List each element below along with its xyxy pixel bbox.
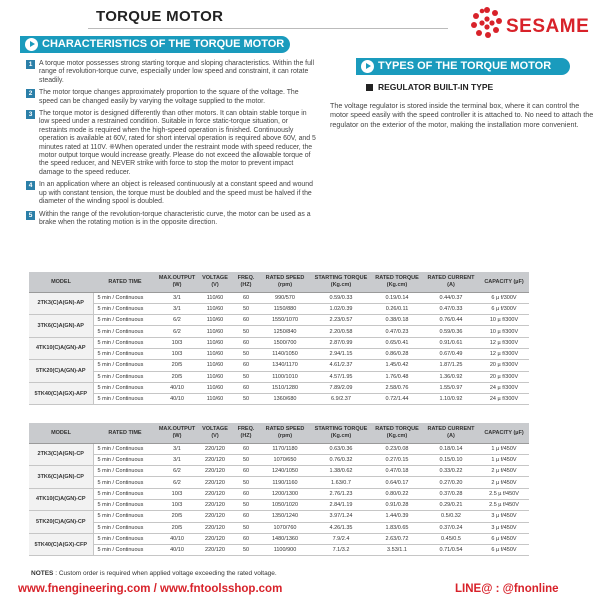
cell-voltage: 220/120 xyxy=(197,511,233,522)
cell-rated-torque: 0.64/0.17 xyxy=(371,477,423,488)
cell-rated-torque: 1.83/0.65 xyxy=(371,522,423,533)
cell-rated-time: 5 min / Continuous xyxy=(93,394,157,405)
spec-table-ap xyxy=(29,272,529,405)
cell-rated-current: 0.76/0.44 xyxy=(423,315,479,326)
cell-freq: 50 xyxy=(233,303,259,314)
characteristic-item xyxy=(26,211,318,228)
table-row xyxy=(29,533,529,544)
cell-capacity: 12 µ f/300V xyxy=(479,348,529,359)
cell-freq: 60 xyxy=(233,292,259,303)
table-row xyxy=(29,499,529,510)
table-row xyxy=(29,326,529,337)
item-text: Within the range of the revolution-torque characteristic curve, the motor can be used as a brake when the rotating motion is in the opposite direction. xyxy=(39,210,311,226)
model-cell: 4TK10(C)A(GN)-CP xyxy=(29,488,93,511)
cell-rated-torque: 1.44/0.39 xyxy=(371,511,423,522)
cell-max-output: 10/3 xyxy=(157,348,197,359)
notes-text: : Custom order is required when applied voltage exceeding the rated voltage. xyxy=(55,570,277,577)
cell-freq: 60 xyxy=(233,488,259,499)
cell-capacity: 20 µ f/300V xyxy=(479,371,529,382)
cell-voltage: 220/120 xyxy=(197,443,233,454)
cell-voltage: 220/120 xyxy=(197,545,233,556)
column-header-capacity: CAPACITY (µF) xyxy=(479,272,529,292)
cell-max-output: 3/1 xyxy=(157,454,197,465)
cell-rated-current: 0.59/0.36 xyxy=(423,326,479,337)
square-bullet-icon xyxy=(366,84,373,91)
cell-freq: 50 xyxy=(233,545,259,556)
cell-rated-current: 0.91/0.61 xyxy=(423,337,479,348)
cell-starting-torque: 0.59/0.33 xyxy=(311,292,371,303)
cell-max-output: 6/2 xyxy=(157,466,197,477)
cell-rated-speed: 1070/650 xyxy=(259,454,311,465)
cell-freq: 60 xyxy=(233,315,259,326)
cell-starting-torque: 2.20/0.58 xyxy=(311,326,371,337)
footer-websites[interactable]: www.fnengineering.com / www.fntoolsshop.com xyxy=(18,583,283,595)
regulator-heading-text: REGULATOR BUILT-IN TYPE xyxy=(378,82,494,92)
cell-capacity: 12 µ f/300V xyxy=(479,337,529,348)
cell-freq: 50 xyxy=(233,477,259,488)
column-header-rated-time: RATED TIME xyxy=(93,272,157,292)
cell-capacity: 1 µ f/450V xyxy=(479,443,529,454)
characteristic-item xyxy=(26,89,318,106)
cell-rated-speed: 1480/1360 xyxy=(259,533,311,544)
table-row xyxy=(29,315,529,326)
cell-rated-torque: 0.80/0.22 xyxy=(371,488,423,499)
cell-rated-time: 5 min / Continuous xyxy=(93,488,157,499)
column-header-rated-current: RATED CURRENT (A) xyxy=(423,423,479,443)
table-row xyxy=(29,292,529,303)
cell-rated-time: 5 min / Continuous xyxy=(93,499,157,510)
table-row xyxy=(29,360,529,371)
table-row xyxy=(29,348,529,359)
cell-rated-current: 0.5/0.32 xyxy=(423,511,479,522)
title-divider xyxy=(88,28,448,29)
item-text: In an application where an object is released continuously at a constant speed and wound up with constant tension, the torque must be doubled and the speed must be halved if the diameter of the winding spool is doubled. xyxy=(39,181,313,206)
cell-freq: 50 xyxy=(233,522,259,533)
cell-starting-torque: 2.76/1.23 xyxy=(311,488,371,499)
cell-starting-torque: 2.23/0.57 xyxy=(311,315,371,326)
table-row xyxy=(29,466,529,477)
cell-capacity: 3 µ f/450V xyxy=(479,511,529,522)
cell-max-output: 40/10 xyxy=(157,382,197,393)
cell-rated-speed: 1500/700 xyxy=(259,337,311,348)
column-header-max-output: MAX.OUTPUT (W) xyxy=(157,423,197,443)
cell-rated-current: 0.71/0.54 xyxy=(423,545,479,556)
cell-rated-time: 5 min / Continuous xyxy=(93,360,157,371)
model-cell: 5TK40(C)A(GX)-CFP xyxy=(29,533,93,556)
column-header-rated-time: RATED TIME xyxy=(93,423,157,443)
column-header-starting-torque: STARTING TORQUE (Kg.cm) xyxy=(311,272,371,292)
play-bullet-icon xyxy=(361,60,374,73)
cell-rated-current: 0.33/0.22 xyxy=(423,466,479,477)
cell-voltage: 220/120 xyxy=(197,488,233,499)
cell-voltage: 110/60 xyxy=(197,371,233,382)
characteristic-item xyxy=(26,110,318,177)
cell-rated-time: 5 min / Continuous xyxy=(93,454,157,465)
model-cell: 5TK20(C)A(GN)-CP xyxy=(29,511,93,534)
cell-rated-speed: 1240/1050 xyxy=(259,466,311,477)
cell-max-output: 10/3 xyxy=(157,499,197,510)
cell-rated-speed: 1190/1160 xyxy=(259,477,311,488)
cell-rated-speed: 1170/1180 xyxy=(259,443,311,454)
table-row xyxy=(29,545,529,556)
cell-rated-current: 1.87/1.25 xyxy=(423,360,479,371)
cell-starting-torque: 6.9/2.37 xyxy=(311,394,371,405)
model-cell: 4TK10(C)A(GN)-AP xyxy=(29,337,93,360)
table-row xyxy=(29,371,529,382)
cell-max-output: 20/5 xyxy=(157,360,197,371)
cell-voltage: 110/60 xyxy=(197,394,233,405)
cell-max-output: 40/10 xyxy=(157,394,197,405)
regulator-description: The voltage regulator is stored inside the terminal box, where it can control the motor speed easily with the speed controller it is attached to. No need to attach the regulator on the exterior of the motor, making the installation more convenient. xyxy=(330,101,594,129)
cell-voltage: 220/120 xyxy=(197,533,233,544)
cell-rated-current: 0.27/0.20 xyxy=(423,477,479,488)
regulator-heading xyxy=(366,82,493,92)
cell-freq: 50 xyxy=(233,326,259,337)
cell-voltage: 110/60 xyxy=(197,326,233,337)
cell-rated-time: 5 min / Continuous xyxy=(93,522,157,533)
cell-rated-speed: 1050/1020 xyxy=(259,499,311,510)
table-row xyxy=(29,488,529,499)
column-header-voltage: VOLTAGE (V) xyxy=(197,423,233,443)
cell-rated-current: 0.37/0.28 xyxy=(423,488,479,499)
cell-starting-torque: 4.61/2.37 xyxy=(311,360,371,371)
cell-capacity: 10 µ f/300V xyxy=(479,326,529,337)
table-header-row xyxy=(29,423,529,443)
cell-rated-time: 5 min / Continuous xyxy=(93,371,157,382)
characteristics-list xyxy=(26,60,318,231)
table-row xyxy=(29,382,529,393)
table-row xyxy=(29,477,529,488)
cell-rated-current: 0.47/0.33 xyxy=(423,303,479,314)
table-row xyxy=(29,303,529,314)
cell-voltage: 220/120 xyxy=(197,477,233,488)
table-header-row xyxy=(29,272,529,292)
cell-rated-time: 5 min / Continuous xyxy=(93,337,157,348)
cell-capacity: 2 µ f/450V xyxy=(479,477,529,488)
cell-freq: 60 xyxy=(233,466,259,477)
cell-rated-current: 0.29/0.21 xyxy=(423,499,479,510)
cell-rated-time: 5 min / Continuous xyxy=(93,348,157,359)
cell-rated-torque: 0.65/0.41 xyxy=(371,337,423,348)
cell-rated-current: 0.15/0.10 xyxy=(423,454,479,465)
notes-label: NOTES xyxy=(31,570,54,577)
model-cell: 5TK40(C)A(GX)-AFP xyxy=(29,382,93,405)
table-row xyxy=(29,337,529,348)
table-row xyxy=(29,454,529,465)
cell-rated-torque: 0.91/0.28 xyxy=(371,499,423,510)
sesame-dots-logo-icon xyxy=(470,6,504,40)
cell-rated-time: 5 min / Continuous xyxy=(93,477,157,488)
cell-capacity: 24 µ f/300V xyxy=(479,394,529,405)
table-row xyxy=(29,443,529,454)
cell-voltage: 110/60 xyxy=(197,292,233,303)
cell-rated-current: 0.37/0.24 xyxy=(423,522,479,533)
cell-freq: 50 xyxy=(233,394,259,405)
column-header-rated-speed: RATED SPEED (rpm) xyxy=(259,423,311,443)
cell-freq: 60 xyxy=(233,533,259,544)
cell-rated-torque: 2.63/0.72 xyxy=(371,533,423,544)
table-row xyxy=(29,394,529,405)
cell-voltage: 110/60 xyxy=(197,348,233,359)
column-header-voltage: VOLTAGE (V) xyxy=(197,272,233,292)
cell-rated-time: 5 min / Continuous xyxy=(93,315,157,326)
model-cell: 2TK3(C)A(GN)-CP xyxy=(29,443,93,466)
column-header-model: MODEL xyxy=(29,423,93,443)
cell-rated-speed: 1200/1300 xyxy=(259,488,311,499)
cell-voltage: 110/60 xyxy=(197,315,233,326)
cell-starting-torque: 2.87/0.99 xyxy=(311,337,371,348)
cell-rated-speed: 1360/680 xyxy=(259,394,311,405)
cell-max-output: 6/2 xyxy=(157,477,197,488)
cell-capacity: 10 µ f/300V xyxy=(479,315,529,326)
footer-line-id[interactable]: LINE@ : @fnonline xyxy=(455,583,559,595)
column-header-rated-torque: RATED TORQUE (Kg.cm) xyxy=(371,423,423,443)
column-header-freq: FREQ. (HZ) xyxy=(233,423,259,443)
cell-rated-torque: 0.38/0.18 xyxy=(371,315,423,326)
cell-rated-torque: 1.76/0.48 xyxy=(371,371,423,382)
cell-freq: 60 xyxy=(233,511,259,522)
cell-rated-time: 5 min / Continuous xyxy=(93,443,157,454)
brand-logo xyxy=(470,6,595,42)
item-number-badge: 5 xyxy=(26,211,35,220)
cell-capacity: 2.5 µ f/450V xyxy=(479,499,529,510)
column-header-max-output: MAX.OUTPUT (W) xyxy=(157,272,197,292)
item-number-badge: 1 xyxy=(26,60,35,69)
cell-rated-time: 5 min / Continuous xyxy=(93,382,157,393)
cell-capacity: 6 µ f/300V xyxy=(479,292,529,303)
cell-rated-speed: 1250/840 xyxy=(259,326,311,337)
cell-freq: 50 xyxy=(233,499,259,510)
cell-rated-torque: 0.19/0.14 xyxy=(371,292,423,303)
cell-starting-torque: 1.02/0.39 xyxy=(311,303,371,314)
model-cell: 3TK6(C)A(GN)-AP xyxy=(29,315,93,338)
cell-rated-time: 5 min / Continuous xyxy=(93,545,157,556)
cell-capacity: 3 µ f/450V xyxy=(479,522,529,533)
cell-max-output: 40/10 xyxy=(157,545,197,556)
cell-rated-speed: 1140/1050 xyxy=(259,348,311,359)
cell-rated-current: 0.45/0.5 xyxy=(423,533,479,544)
cell-rated-torque: 0.86/0.28 xyxy=(371,348,423,359)
cell-rated-speed: 1150/880 xyxy=(259,303,311,314)
cell-capacity: 2 µ f/450V xyxy=(479,466,529,477)
characteristic-item xyxy=(26,60,318,85)
column-header-model: MODEL xyxy=(29,272,93,292)
cell-capacity: 24 µ f/300V xyxy=(479,382,529,393)
cell-capacity: 20 µ f/300V xyxy=(479,360,529,371)
item-text: The motor torque changes approximately proportion to the square of the voltage. The speed can be changed easily by varying the voltage supplied to the motor. xyxy=(39,89,299,105)
types-banner xyxy=(356,58,570,75)
cell-rated-speed: 990/570 xyxy=(259,292,311,303)
cell-rated-speed: 1100/1010 xyxy=(259,371,311,382)
model-cell: 2TK3(C)A(GN)-AP xyxy=(29,292,93,315)
cell-rated-current: 1.36/0.92 xyxy=(423,371,479,382)
cell-starting-torque: 2.84/1.19 xyxy=(311,499,371,510)
cell-rated-time: 5 min / Continuous xyxy=(93,292,157,303)
cell-rated-current: 0.44/0.37 xyxy=(423,292,479,303)
item-text: A torque motor possesses strong starting torque and sloping characteristics. Within the full range of revolution-torque curve, especially under low speed and constraint, it can rotate steadily. xyxy=(39,60,314,84)
column-header-rated-speed: RATED SPEED (rpm) xyxy=(259,272,311,292)
cell-max-output: 20/5 xyxy=(157,511,197,522)
cell-rated-current: 0.67/0.49 xyxy=(423,348,479,359)
cell-max-output: 6/2 xyxy=(157,315,197,326)
cell-rated-torque: 0.23/0.08 xyxy=(371,443,423,454)
cell-capacity: 6 µ f/300V xyxy=(479,303,529,314)
column-header-freq: FREQ. (HZ) xyxy=(233,272,259,292)
cell-rated-current: 0.18/0.14 xyxy=(423,443,479,454)
cell-voltage: 220/120 xyxy=(197,466,233,477)
cell-rated-speed: 1550/1070 xyxy=(259,315,311,326)
cell-capacity: 6 µ f/450V xyxy=(479,533,529,544)
cell-rated-torque: 3.53/1.1 xyxy=(371,545,423,556)
cell-starting-torque: 3.97/1.24 xyxy=(311,511,371,522)
page-title: TORQUE MOTOR xyxy=(96,8,224,25)
cell-voltage: 110/60 xyxy=(197,337,233,348)
cell-capacity: 2.5 µ f/450V xyxy=(479,488,529,499)
brand-name: SESAME xyxy=(506,16,590,37)
item-number-badge: 2 xyxy=(26,89,35,98)
cell-starting-torque: 1.38/0.62 xyxy=(311,466,371,477)
table-row xyxy=(29,511,529,522)
cell-rated-speed: 1070/760 xyxy=(259,522,311,533)
cell-rated-speed: 1350/1240 xyxy=(259,511,311,522)
item-number-badge: 4 xyxy=(26,181,35,190)
cell-max-output: 20/5 xyxy=(157,522,197,533)
cell-max-output: 10/3 xyxy=(157,488,197,499)
column-header-rated-torque: RATED TORQUE (Kg.cm) xyxy=(371,272,423,292)
cell-max-output: 3/1 xyxy=(157,292,197,303)
item-text: The torque motor is designed differently than other motors. It can obtain stable torque in low speed under a restrained condition. Suitable in force static-torque situation, or restraints mode is required when the high-speed operation is finished. Continuously operation is available at 60V, rated for short interval operation is required above 60V, and 5 minutes rated at 110V. ※When operated under the restraint mode with speed reducer, the motor output torque would increase greatly. Please do not exceed the allowable torque of the speed reducer, and NEVER strike with force to stop the motor to prevent impact damage to the speed reducer. xyxy=(39,110,316,176)
cell-starting-torque: 4.26/1.35 xyxy=(311,522,371,533)
cell-freq: 60 xyxy=(233,382,259,393)
cell-rated-torque: 2.58/0.76 xyxy=(371,382,423,393)
column-header-capacity: CAPACITY (µF) xyxy=(479,423,529,443)
cell-starting-torque: 7.89/2.09 xyxy=(311,382,371,393)
cell-freq: 50 xyxy=(233,371,259,382)
cell-voltage: 220/120 xyxy=(197,499,233,510)
cell-rated-torque: 0.26/0.11 xyxy=(371,303,423,314)
cell-freq: 60 xyxy=(233,360,259,371)
cell-freq: 50 xyxy=(233,348,259,359)
cell-starting-torque: 2.94/1.15 xyxy=(311,348,371,359)
cell-rated-torque: 0.47/0.18 xyxy=(371,466,423,477)
cell-max-output: 3/1 xyxy=(157,443,197,454)
cell-capacity: 1 µ f/450V xyxy=(479,454,529,465)
cell-rated-current: 1.55/0.97 xyxy=(423,382,479,393)
cell-freq: 60 xyxy=(233,337,259,348)
cell-rated-current: 1.10/0.92 xyxy=(423,394,479,405)
characteristic-item xyxy=(26,181,318,206)
cell-max-output: 3/1 xyxy=(157,303,197,314)
cell-rated-torque: 0.47/0.23 xyxy=(371,326,423,337)
cell-starting-torque: 1.63/0.7 xyxy=(311,477,371,488)
cell-rated-time: 5 min / Continuous xyxy=(93,466,157,477)
column-header-rated-current: RATED CURRENT (A) xyxy=(423,272,479,292)
play-bullet-icon xyxy=(25,38,38,51)
cell-rated-speed: 1340/1170 xyxy=(259,360,311,371)
cell-freq: 50 xyxy=(233,454,259,465)
cell-rated-speed: 1100/900 xyxy=(259,545,311,556)
cell-voltage: 110/60 xyxy=(197,382,233,393)
cell-max-output: 6/2 xyxy=(157,326,197,337)
cell-rated-torque: 0.72/1.44 xyxy=(371,394,423,405)
cell-rated-torque: 1.45/0.42 xyxy=(371,360,423,371)
cell-max-output: 10/3 xyxy=(157,337,197,348)
characteristics-banner xyxy=(20,36,290,53)
characteristics-heading: CHARACTERISTICS OF THE TORQUE MOTOR xyxy=(42,38,285,50)
cell-starting-torque: 7.9/2.4 xyxy=(311,533,371,544)
cell-freq: 60 xyxy=(233,443,259,454)
cell-rated-time: 5 min / Continuous xyxy=(93,303,157,314)
cell-max-output: 20/5 xyxy=(157,371,197,382)
cell-starting-torque: 7.1/3.2 xyxy=(311,545,371,556)
cell-starting-torque: 0.76/0.32 xyxy=(311,454,371,465)
cell-rated-time: 5 min / Continuous xyxy=(93,533,157,544)
notes xyxy=(31,570,277,577)
cell-voltage: 220/120 xyxy=(197,522,233,533)
cell-max-output: 40/10 xyxy=(157,533,197,544)
model-cell: 5TK20(C)A(GN)-AP xyxy=(29,360,93,383)
column-header-starting-torque: STARTING TORQUE (Kg.cm) xyxy=(311,423,371,443)
cell-rated-time: 5 min / Continuous xyxy=(93,326,157,337)
item-number-badge: 3 xyxy=(26,110,35,119)
cell-rated-time: 5 min / Continuous xyxy=(93,511,157,522)
table-row xyxy=(29,522,529,533)
model-cell: 3TK6(C)A(GN)-CP xyxy=(29,466,93,489)
cell-rated-torque: 0.27/0.15 xyxy=(371,454,423,465)
cell-voltage: 110/60 xyxy=(197,303,233,314)
cell-starting-torque: 4.57/1.95 xyxy=(311,371,371,382)
cell-rated-speed: 1510/1280 xyxy=(259,382,311,393)
cell-starting-torque: 0.63/0.36 xyxy=(311,443,371,454)
cell-voltage: 220/120 xyxy=(197,454,233,465)
cell-capacity: 6 µ f/450V xyxy=(479,545,529,556)
spec-table-cp xyxy=(29,423,529,556)
cell-voltage: 110/60 xyxy=(197,360,233,371)
types-heading: TYPES OF THE TORQUE MOTOR xyxy=(378,60,552,72)
